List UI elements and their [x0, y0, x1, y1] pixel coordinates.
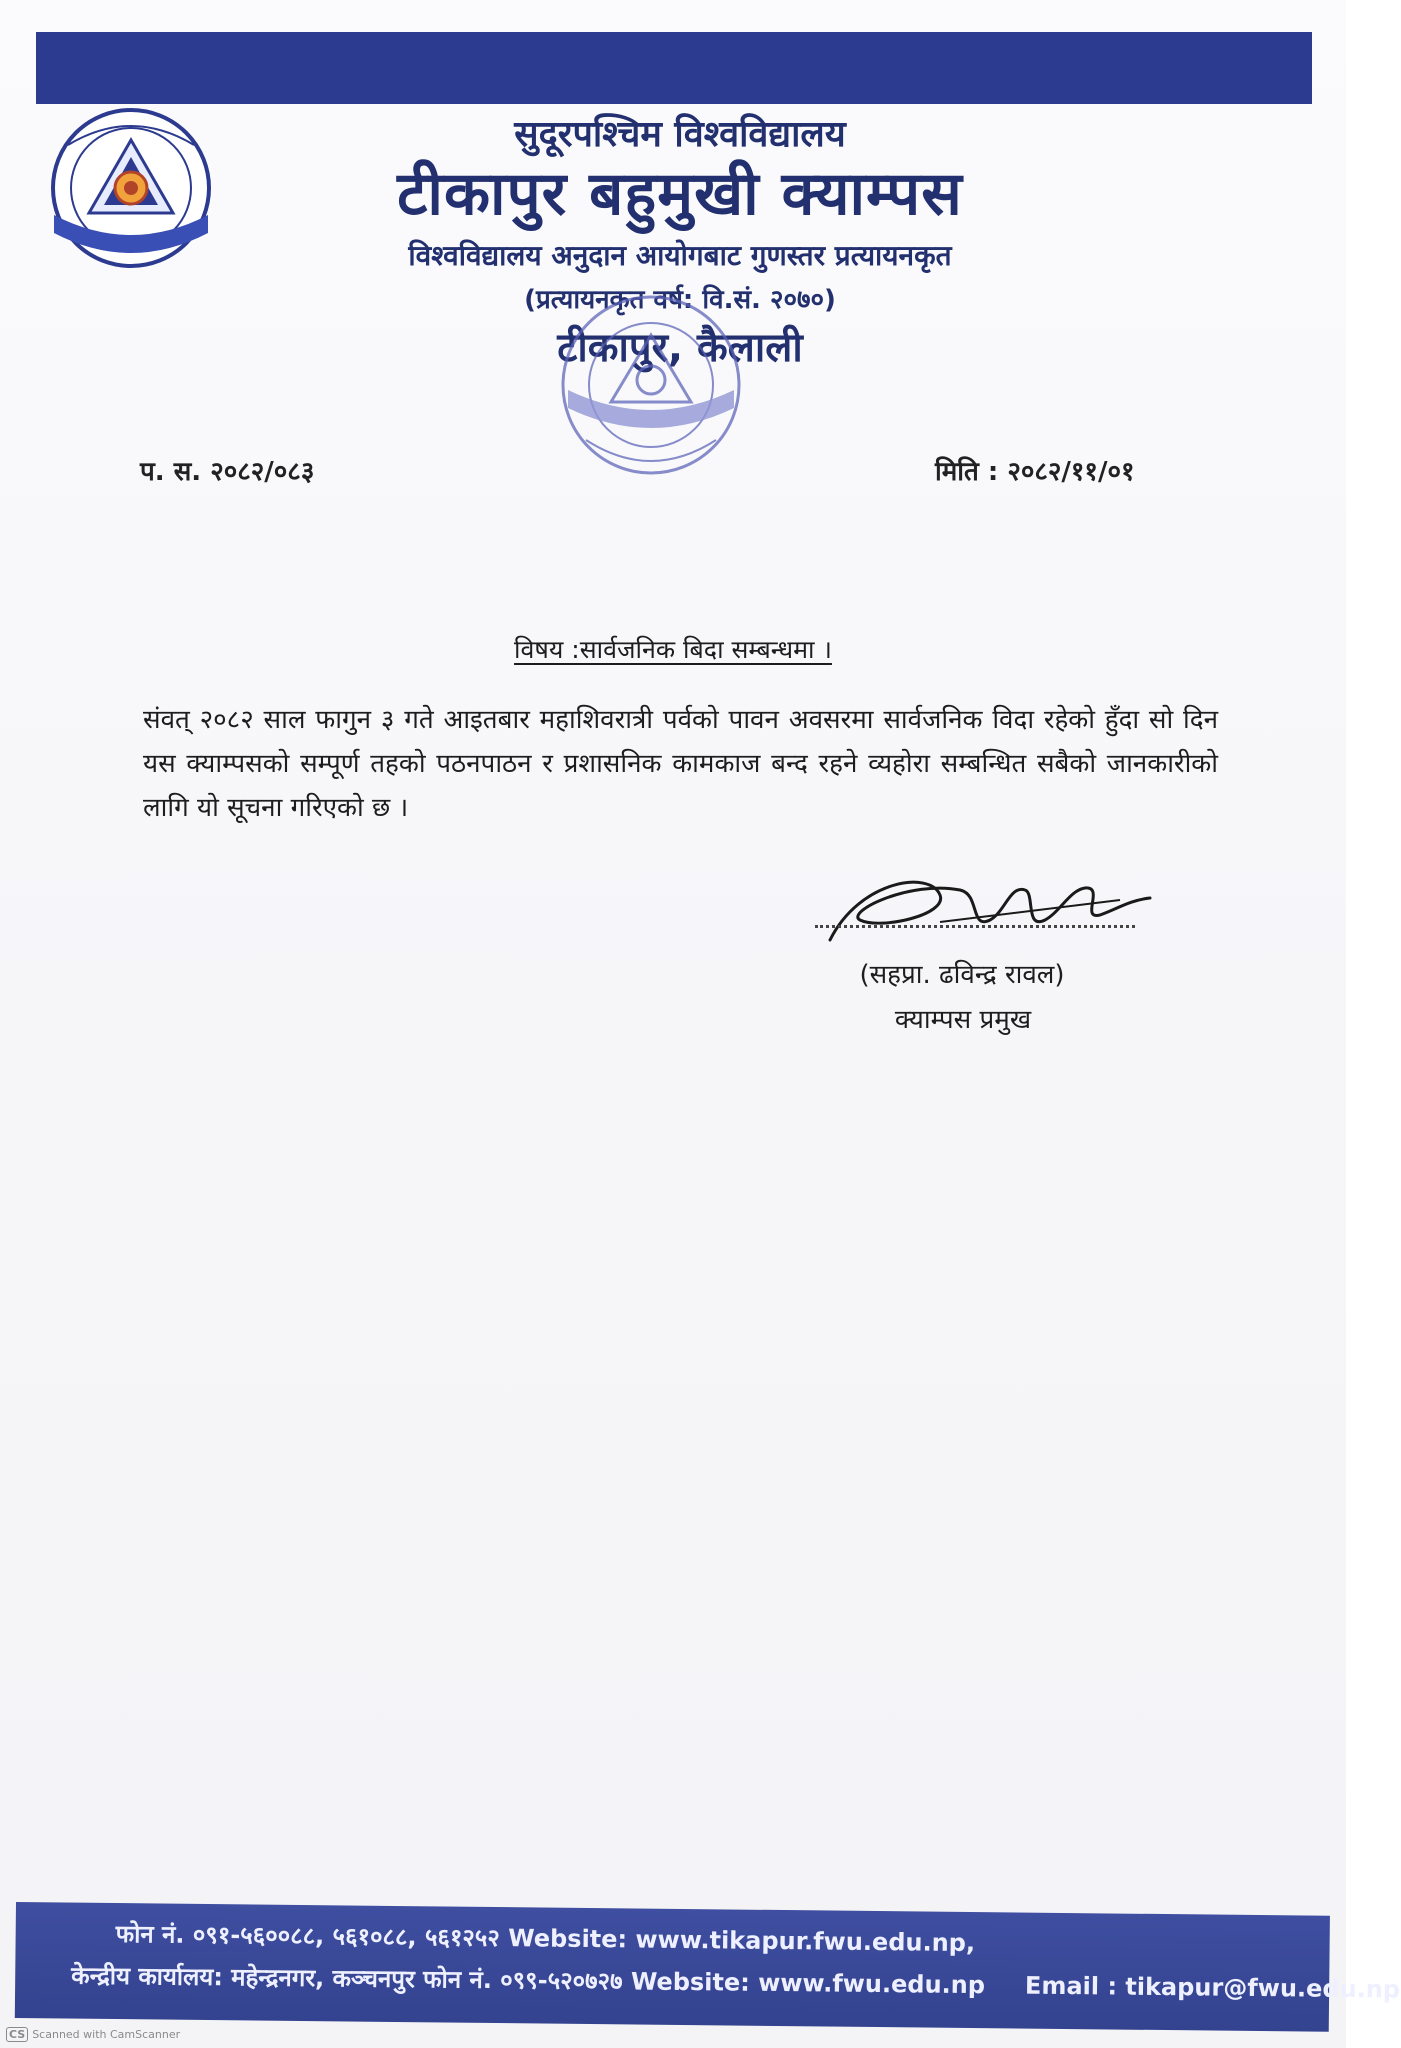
campus-name: टीकापुर बहुमुखी क्याम्पस — [397, 159, 963, 229]
university-emblem-icon — [48, 105, 214, 271]
signatory-title: क्याम्पस प्रमुख — [894, 1005, 1032, 1035]
footer-band — [15, 1902, 1401, 2032]
subject-text: विषय :सार्वजनिक बिदा सम्बन्धमा । — [514, 635, 832, 664]
campus-stamp-icon — [556, 290, 746, 490]
reference-number: प. स. २०८२/०८३ — [140, 457, 315, 487]
footer-email: Email : tikapur@fwu.edu.np — [1024, 1971, 1401, 2004]
letter-date: मिति : २०८२/११/०१ — [935, 457, 1135, 487]
header-band — [36, 32, 1312, 104]
notice-body: संवत् २०८२ साल फागुन ३ गते आइतबार महाशिवरात्री पर्वको पावन अवसरमा सार्वजनिक विदा रहेको हुँदा सो दिन यस क्याम्पसको सम्पूर्ण तहको पठनपाठन र प्रशासनिक कामकाज बन्द रहने व्यहोरा सम्बन्धित सबैको जानकारीको लागि यो सूचना गरिएको छ । — [143, 705, 1218, 823]
scanner-label: Scanned with CamScanner — [32, 2028, 181, 2041]
signatory-name: (सहप्रा. ढविन्द्र रावल) — [859, 960, 1065, 990]
scanner-watermark — [6, 2027, 180, 2042]
scanner-badge: CS — [6, 2027, 28, 2042]
university-name: सुदूरपश्चिम विश्वविद्यालय — [514, 114, 846, 155]
subject-line — [300, 632, 1046, 666]
campus-location: टीकापुर, कैलाली — [557, 325, 803, 371]
signature-mark — [820, 860, 1160, 970]
footer-office-line — [71, 1959, 1400, 2006]
accreditation-text: विश्वविद्यालय अनुदान आयोगबाट गुणस्तर प्रत्यायनकृत — [408, 239, 952, 272]
footer-office-text: केन्द्रीय कार्यालय: महेन्द्रनगर, कञ्चनपुर फोन नं. ०९९-५२०७२७ Website: www.fwu.edu.np — [71, 1961, 986, 2000]
accreditation-year: (प्रत्यायनकृत वर्ष: वि.सं. २०७०) — [524, 285, 836, 315]
footer-contact-line: फोन नं. ०९१-५६००८८, ५६१०८८, ५६१२५२ Website: www.tikapur.fwu.edu.np, — [115, 1920, 976, 1958]
signature-line — [815, 925, 1135, 928]
